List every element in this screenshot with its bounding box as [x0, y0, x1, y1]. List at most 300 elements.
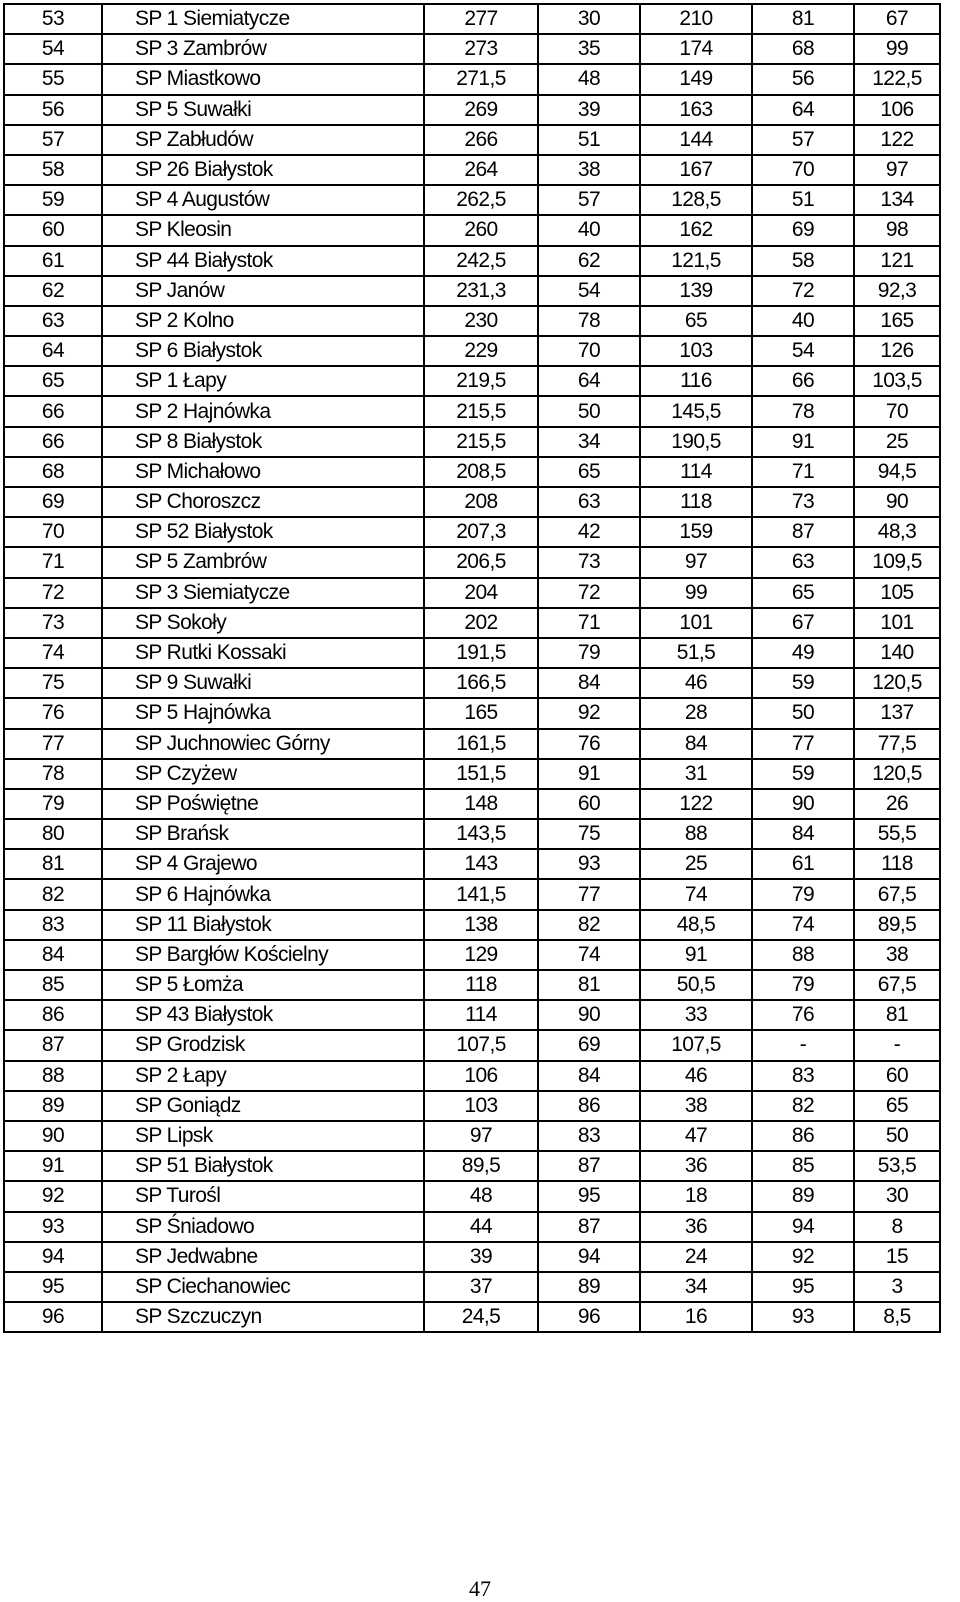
- position-b-cell: 64: [752, 95, 854, 125]
- score-b-cell: 90: [854, 487, 940, 517]
- total-score-cell: 166,5: [424, 668, 538, 698]
- score-b-cell: 60: [854, 1061, 940, 1091]
- score-b-cell: 38: [854, 940, 940, 970]
- table-row: [4, 1061, 940, 1091]
- score-a-cell: 16: [640, 1302, 752, 1332]
- position-cell: 40: [538, 215, 640, 245]
- score-b-cell: 92,3: [854, 276, 940, 306]
- table-row: [4, 246, 940, 276]
- total-score-cell: 114: [424, 1000, 538, 1030]
- table-row: [4, 1272, 940, 1302]
- position-b-cell: 50: [752, 698, 854, 728]
- table-row: [4, 95, 940, 125]
- position-b-cell: 77: [752, 729, 854, 759]
- table-row: [4, 698, 940, 728]
- score-a-cell: 144: [640, 125, 752, 155]
- rank-cell: 91: [4, 1151, 102, 1181]
- score-b-cell: 122,5: [854, 64, 940, 94]
- score-b-cell: 94,5: [854, 457, 940, 487]
- table-row: [4, 4, 940, 34]
- position-cell: 69: [538, 1030, 640, 1060]
- position-cell: 77: [538, 879, 640, 909]
- position-cell: 87: [538, 1151, 640, 1181]
- position-b-cell: 94: [752, 1212, 854, 1242]
- table-row: [4, 487, 940, 517]
- score-b-cell: 103,5: [854, 366, 940, 396]
- position-b-cell: 74: [752, 910, 854, 940]
- results-table-body: [4, 4, 940, 1332]
- rank-cell: 93: [4, 1212, 102, 1242]
- school-name-cell: SP Brańsk: [102, 819, 424, 849]
- rank-cell: 59: [4, 185, 102, 215]
- rank-cell: 81: [4, 849, 102, 879]
- table-row: [4, 729, 940, 759]
- position-b-cell: 49: [752, 638, 854, 668]
- position-b-cell: 92: [752, 1242, 854, 1272]
- rank-cell: 87: [4, 1030, 102, 1060]
- score-a-cell: 97: [640, 547, 752, 577]
- position-b-cell: 78: [752, 396, 854, 426]
- school-name-cell: SP Miastkowo: [102, 64, 424, 94]
- total-score-cell: 202: [424, 608, 538, 638]
- total-score-cell: 207,3: [424, 517, 538, 547]
- total-score-cell: 230: [424, 306, 538, 336]
- school-name-cell: SP Juchnowiec Górny: [102, 729, 424, 759]
- total-score-cell: 148: [424, 789, 538, 819]
- position-cell: 57: [538, 185, 640, 215]
- score-a-cell: 99: [640, 578, 752, 608]
- position-cell: 84: [538, 668, 640, 698]
- position-b-cell: 57: [752, 125, 854, 155]
- school-name-cell: SP 52 Białystok: [102, 517, 424, 547]
- position-cell: 83: [538, 1121, 640, 1151]
- position-b-cell: 56: [752, 64, 854, 94]
- table-row: [4, 276, 940, 306]
- table-row: [4, 427, 940, 457]
- rank-cell: 62: [4, 276, 102, 306]
- position-b-cell: 68: [752, 34, 854, 64]
- position-cell: 35: [538, 34, 640, 64]
- school-name-cell: SP Rutki Kossaki: [102, 638, 424, 668]
- score-a-cell: 33: [640, 1000, 752, 1030]
- position-b-cell: 67: [752, 608, 854, 638]
- table-row: [4, 879, 940, 909]
- score-b-cell: 134: [854, 185, 940, 215]
- position-cell: 63: [538, 487, 640, 517]
- table-row: [4, 396, 940, 426]
- position-cell: 70: [538, 336, 640, 366]
- rank-cell: 77: [4, 729, 102, 759]
- score-b-cell: -: [854, 1030, 940, 1060]
- score-b-cell: 137: [854, 698, 940, 728]
- score-b-cell: 26: [854, 789, 940, 819]
- score-a-cell: 149: [640, 64, 752, 94]
- table-row: [4, 1181, 940, 1211]
- table-row: [4, 759, 940, 789]
- table-row: [4, 1302, 940, 1332]
- rank-cell: 56: [4, 95, 102, 125]
- total-score-cell: 151,5: [424, 759, 538, 789]
- total-score-cell: 219,5: [424, 366, 538, 396]
- score-a-cell: 28: [640, 698, 752, 728]
- score-b-cell: 105: [854, 578, 940, 608]
- score-b-cell: 67: [854, 4, 940, 34]
- position-cell: 95: [538, 1181, 640, 1211]
- school-name-cell: SP Kleosin: [102, 215, 424, 245]
- table-row: [4, 64, 940, 94]
- school-name-cell: SP Goniądz: [102, 1091, 424, 1121]
- rank-cell: 80: [4, 819, 102, 849]
- table-row: [4, 608, 940, 638]
- position-b-cell: 71: [752, 457, 854, 487]
- table-row: [4, 1242, 940, 1272]
- score-a-cell: 24: [640, 1242, 752, 1272]
- score-a-cell: 91: [640, 940, 752, 970]
- school-name-cell: SP Lipsk: [102, 1121, 424, 1151]
- table-row: [4, 819, 940, 849]
- rank-cell: 65: [4, 366, 102, 396]
- score-b-cell: 67,5: [854, 970, 940, 1000]
- position-cell: 94: [538, 1242, 640, 1272]
- score-b-cell: 3: [854, 1272, 940, 1302]
- score-a-cell: 65: [640, 306, 752, 336]
- rank-cell: 84: [4, 940, 102, 970]
- school-name-cell: SP Jedwabne: [102, 1242, 424, 1272]
- school-name-cell: SP Poświętne: [102, 789, 424, 819]
- score-a-cell: 51,5: [640, 638, 752, 668]
- rank-cell: 73: [4, 608, 102, 638]
- total-score-cell: 273: [424, 34, 538, 64]
- school-name-cell: SP 2 Kolno: [102, 306, 424, 336]
- total-score-cell: 89,5: [424, 1151, 538, 1181]
- position-b-cell: 85: [752, 1151, 854, 1181]
- rank-cell: 76: [4, 698, 102, 728]
- position-cell: 89: [538, 1272, 640, 1302]
- school-name-cell: SP 1 Łapy: [102, 366, 424, 396]
- school-name-cell: SP Zabłudów: [102, 125, 424, 155]
- score-b-cell: 140: [854, 638, 940, 668]
- table-row: [4, 668, 940, 698]
- total-score-cell: 118: [424, 970, 538, 1000]
- total-score-cell: 260: [424, 215, 538, 245]
- score-b-cell: 30: [854, 1181, 940, 1211]
- score-a-cell: 167: [640, 155, 752, 185]
- total-score-cell: 143,5: [424, 819, 538, 849]
- total-score-cell: 242,5: [424, 246, 538, 276]
- table-row: [4, 34, 940, 64]
- total-score-cell: 229: [424, 336, 538, 366]
- school-name-cell: SP 4 Augustów: [102, 185, 424, 215]
- table-row: [4, 336, 940, 366]
- rank-cell: 82: [4, 879, 102, 909]
- total-score-cell: 231,3: [424, 276, 538, 306]
- total-score-cell: 39: [424, 1242, 538, 1272]
- score-a-cell: 114: [640, 457, 752, 487]
- school-name-cell: SP 5 Zambrów: [102, 547, 424, 577]
- position-b-cell: 61: [752, 849, 854, 879]
- position-b-cell: 54: [752, 336, 854, 366]
- total-score-cell: 204: [424, 578, 538, 608]
- school-name-cell: SP Janów: [102, 276, 424, 306]
- rank-cell: 88: [4, 1061, 102, 1091]
- score-b-cell: 8,5: [854, 1302, 940, 1332]
- score-a-cell: 88: [640, 819, 752, 849]
- position-cell: 90: [538, 1000, 640, 1030]
- rank-cell: 60: [4, 215, 102, 245]
- position-b-cell: 59: [752, 759, 854, 789]
- table-row: [4, 306, 940, 336]
- rank-cell: 86: [4, 1000, 102, 1030]
- rank-cell: 69: [4, 487, 102, 517]
- school-name-cell: SP 11 Białystok: [102, 910, 424, 940]
- score-b-cell: 50: [854, 1121, 940, 1151]
- rank-cell: 61: [4, 246, 102, 276]
- position-cell: 30: [538, 4, 640, 34]
- position-b-cell: 91: [752, 427, 854, 457]
- score-a-cell: 46: [640, 668, 752, 698]
- position-cell: 79: [538, 638, 640, 668]
- table-row: [4, 578, 940, 608]
- school-name-cell: SP Szczuczyn: [102, 1302, 424, 1332]
- school-name-cell: SP 26 Białystok: [102, 155, 424, 185]
- score-a-cell: 46: [640, 1061, 752, 1091]
- position-cell: 72: [538, 578, 640, 608]
- position-b-cell: 82: [752, 1091, 854, 1121]
- score-b-cell: 67,5: [854, 879, 940, 909]
- table-row: [4, 970, 940, 1000]
- total-score-cell: 269: [424, 95, 538, 125]
- school-name-cell: SP Michałowo: [102, 457, 424, 487]
- rank-cell: 66: [4, 427, 102, 457]
- rank-cell: 83: [4, 910, 102, 940]
- total-score-cell: 143: [424, 849, 538, 879]
- total-score-cell: 215,5: [424, 427, 538, 457]
- total-score-cell: 44: [424, 1212, 538, 1242]
- school-name-cell: SP Czyżew: [102, 759, 424, 789]
- table-row: [4, 366, 940, 396]
- rank-cell: 94: [4, 1242, 102, 1272]
- school-name-cell: SP 9 Suwałki: [102, 668, 424, 698]
- table-row: [4, 457, 940, 487]
- score-a-cell: 84: [640, 729, 752, 759]
- score-b-cell: 121: [854, 246, 940, 276]
- school-name-cell: SP 43 Białystok: [102, 1000, 424, 1030]
- rank-cell: 54: [4, 34, 102, 64]
- position-b-cell: 83: [752, 1061, 854, 1091]
- total-score-cell: 262,5: [424, 185, 538, 215]
- school-name-cell: SP Grodzisk: [102, 1030, 424, 1060]
- position-cell: 74: [538, 940, 640, 970]
- rank-cell: 66: [4, 396, 102, 426]
- position-cell: 78: [538, 306, 640, 336]
- score-b-cell: 122: [854, 125, 940, 155]
- position-b-cell: 88: [752, 940, 854, 970]
- score-b-cell: 99: [854, 34, 940, 64]
- score-b-cell: 77,5: [854, 729, 940, 759]
- school-name-cell: SP 3 Siemiatycze: [102, 578, 424, 608]
- score-b-cell: 97: [854, 155, 940, 185]
- position-cell: 86: [538, 1091, 640, 1121]
- school-name-cell: SP 44 Białystok: [102, 246, 424, 276]
- score-a-cell: 38: [640, 1091, 752, 1121]
- score-b-cell: 48,3: [854, 517, 940, 547]
- table-row: [4, 185, 940, 215]
- score-a-cell: 162: [640, 215, 752, 245]
- score-b-cell: 15: [854, 1242, 940, 1272]
- position-cell: 54: [538, 276, 640, 306]
- position-cell: 50: [538, 396, 640, 426]
- school-name-cell: SP Ciechanowiec: [102, 1272, 424, 1302]
- score-b-cell: 53,5: [854, 1151, 940, 1181]
- table-row: [4, 849, 940, 879]
- position-b-cell: 40: [752, 306, 854, 336]
- score-a-cell: 121,5: [640, 246, 752, 276]
- school-name-cell: SP Śniadowo: [102, 1212, 424, 1242]
- position-cell: 48: [538, 64, 640, 94]
- rank-cell: 79: [4, 789, 102, 819]
- total-score-cell: 138: [424, 910, 538, 940]
- position-cell: 64: [538, 366, 640, 396]
- table-row: [4, 940, 940, 970]
- rank-cell: 85: [4, 970, 102, 1000]
- rank-cell: 72: [4, 578, 102, 608]
- position-b-cell: 63: [752, 547, 854, 577]
- total-score-cell: 48: [424, 1181, 538, 1211]
- score-b-cell: 120,5: [854, 668, 940, 698]
- school-name-cell: SP Sokoły: [102, 608, 424, 638]
- school-name-cell: SP 6 Białystok: [102, 336, 424, 366]
- rank-cell: 55: [4, 64, 102, 94]
- school-name-cell: SP 5 Łomża: [102, 970, 424, 1000]
- rank-cell: 57: [4, 125, 102, 155]
- table-row: [4, 638, 940, 668]
- total-score-cell: 161,5: [424, 729, 538, 759]
- school-name-cell: SP 2 Hajnówka: [102, 396, 424, 426]
- position-b-cell: 51: [752, 185, 854, 215]
- rank-cell: 96: [4, 1302, 102, 1332]
- table-row: [4, 910, 940, 940]
- total-score-cell: 24,5: [424, 1302, 538, 1332]
- table-row: [4, 1212, 940, 1242]
- score-a-cell: 25: [640, 849, 752, 879]
- total-score-cell: 106: [424, 1061, 538, 1091]
- position-cell: 96: [538, 1302, 640, 1332]
- score-b-cell: 109,5: [854, 547, 940, 577]
- total-score-cell: 107,5: [424, 1030, 538, 1060]
- total-score-cell: 103: [424, 1091, 538, 1121]
- table-row: [4, 789, 940, 819]
- school-name-cell: SP 5 Suwałki: [102, 95, 424, 125]
- score-a-cell: 107,5: [640, 1030, 752, 1060]
- rank-cell: 63: [4, 306, 102, 336]
- position-b-cell: 79: [752, 879, 854, 909]
- score-a-cell: 174: [640, 34, 752, 64]
- table-row: [4, 517, 940, 547]
- position-cell: 51: [538, 125, 640, 155]
- position-cell: 81: [538, 970, 640, 1000]
- score-a-cell: 159: [640, 517, 752, 547]
- score-b-cell: 70: [854, 396, 940, 426]
- rank-cell: 58: [4, 155, 102, 185]
- rank-cell: 95: [4, 1272, 102, 1302]
- position-cell: 60: [538, 789, 640, 819]
- position-b-cell: 65: [752, 578, 854, 608]
- table-row: [4, 1091, 940, 1121]
- position-b-cell: 69: [752, 215, 854, 245]
- table-row: [4, 1000, 940, 1030]
- score-a-cell: 74: [640, 879, 752, 909]
- position-cell: 62: [538, 246, 640, 276]
- score-a-cell: 101: [640, 608, 752, 638]
- table-row: [4, 155, 940, 185]
- total-score-cell: 277: [424, 4, 538, 34]
- position-b-cell: 93: [752, 1302, 854, 1332]
- total-score-cell: 141,5: [424, 879, 538, 909]
- score-a-cell: 145,5: [640, 396, 752, 426]
- rank-cell: 78: [4, 759, 102, 789]
- position-b-cell: 66: [752, 366, 854, 396]
- school-name-cell: SP 2 Łapy: [102, 1061, 424, 1091]
- school-name-cell: SP Choroszcz: [102, 487, 424, 517]
- rank-cell: 70: [4, 517, 102, 547]
- position-cell: 92: [538, 698, 640, 728]
- school-name-cell: SP Bargłów Kościelny: [102, 940, 424, 970]
- score-b-cell: 101: [854, 608, 940, 638]
- school-name-cell: SP 51 Białystok: [102, 1151, 424, 1181]
- results-table: [3, 3, 941, 1333]
- score-a-cell: 34: [640, 1272, 752, 1302]
- score-b-cell: 25: [854, 427, 940, 457]
- total-score-cell: 191,5: [424, 638, 538, 668]
- total-score-cell: 271,5: [424, 64, 538, 94]
- position-b-cell: 59: [752, 668, 854, 698]
- school-name-cell: SP 1 Siemiatycze: [102, 4, 424, 34]
- school-name-cell: SP 8 Białystok: [102, 427, 424, 457]
- score-a-cell: 128,5: [640, 185, 752, 215]
- score-a-cell: 116: [640, 366, 752, 396]
- position-cell: 65: [538, 457, 640, 487]
- rank-cell: 92: [4, 1181, 102, 1211]
- table-row: [4, 1151, 940, 1181]
- total-score-cell: 266: [424, 125, 538, 155]
- table-row: [4, 215, 940, 245]
- rank-cell: 53: [4, 4, 102, 34]
- score-b-cell: 65: [854, 1091, 940, 1121]
- position-b-cell: 89: [752, 1181, 854, 1211]
- score-a-cell: 103: [640, 336, 752, 366]
- position-b-cell: 84: [752, 819, 854, 849]
- position-b-cell: 87: [752, 517, 854, 547]
- school-name-cell: SP 3 Zambrów: [102, 34, 424, 64]
- score-b-cell: 89,5: [854, 910, 940, 940]
- position-b-cell: 76: [752, 1000, 854, 1030]
- total-score-cell: 165: [424, 698, 538, 728]
- position-cell: 42: [538, 517, 640, 547]
- position-cell: 93: [538, 849, 640, 879]
- position-cell: 34: [538, 427, 640, 457]
- score-b-cell: 126: [854, 336, 940, 366]
- table-row: [4, 1121, 940, 1151]
- position-b-cell: 73: [752, 487, 854, 517]
- rank-cell: 89: [4, 1091, 102, 1121]
- rank-cell: 74: [4, 638, 102, 668]
- position-cell: 73: [538, 547, 640, 577]
- score-b-cell: 106: [854, 95, 940, 125]
- score-a-cell: 139: [640, 276, 752, 306]
- table-row: [4, 547, 940, 577]
- score-b-cell: 118: [854, 849, 940, 879]
- score-a-cell: 31: [640, 759, 752, 789]
